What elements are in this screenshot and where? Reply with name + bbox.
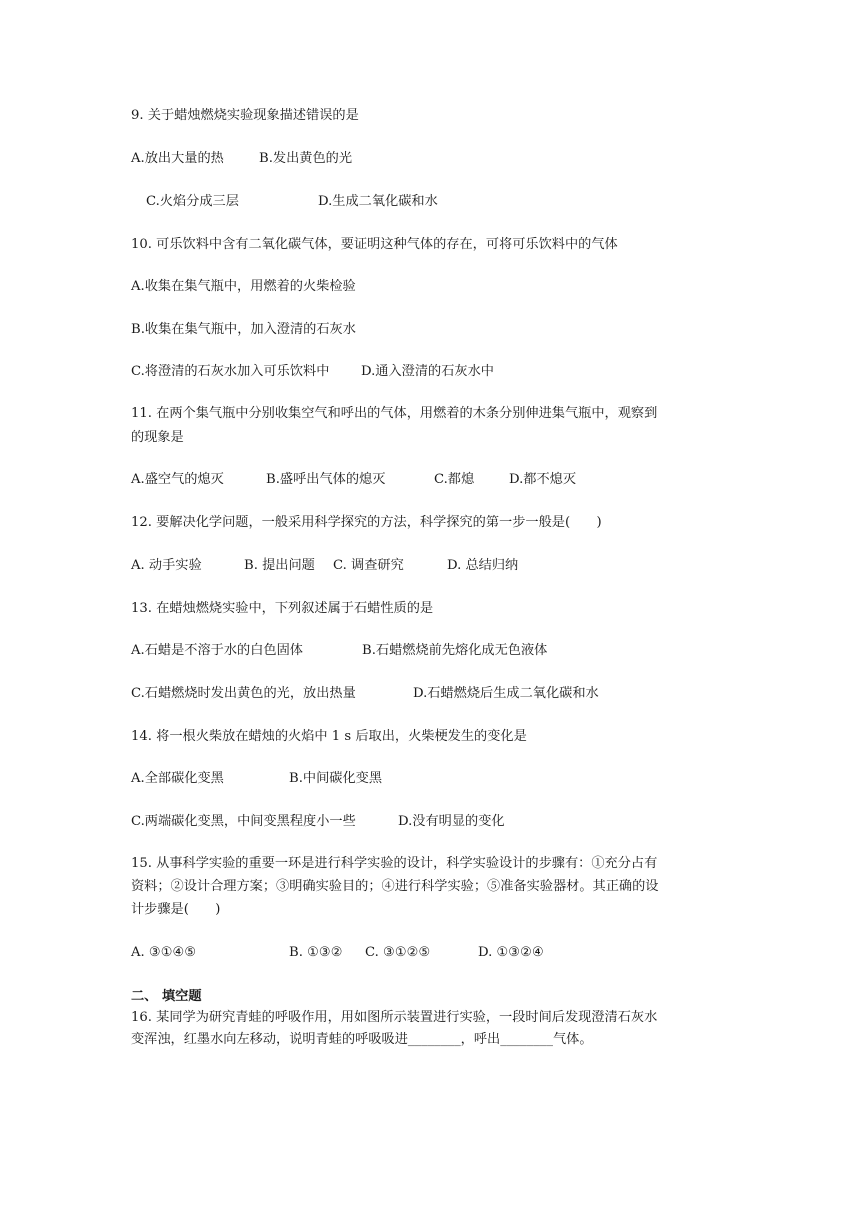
question-14-stem: 14. 将一根火柴放在蜡烛的火焰中 1 s 后取出，火柴梗发生的变化是 xyxy=(131,729,527,744)
question-10-option-a: A.收集在集气瓶中，用燃着的火柴检验 xyxy=(131,279,356,294)
question-12-stem: 12. 要解决化学问题，一般采用科学探究的方法，科学探究的第一步一般是( ) xyxy=(131,515,602,530)
question-13-option-d: D.石蜡燃烧后生成二氧化碳和水 xyxy=(413,686,599,701)
question-15-stem-line-3: 计步骤是( ) xyxy=(131,902,221,917)
question-11-stem-line-2: 的现象是 xyxy=(131,430,184,445)
question-15-option-a: A. ③①④⑤ xyxy=(131,945,197,960)
question-12-option-b: B. 提出问题 xyxy=(244,558,315,573)
question-11-option-a: A.盛空气的熄灭 xyxy=(131,472,224,487)
question-9-option-b: B.发出黄色的光 xyxy=(259,151,353,166)
question-15-option-c: C. ③①②⑤ xyxy=(365,945,431,960)
question-15-stem-line-1: 15. 从事科学实验的重要一环是进行科学实验的设计，科学实验设计的步骤有：①充分占有 xyxy=(131,856,658,871)
question-13-option-c: C.石蜡燃烧时发出黄色的光，放出热量 xyxy=(131,686,356,701)
question-9-option-a: A.放出大量的热 xyxy=(131,151,224,166)
question-15-option-b: B. ①③② xyxy=(289,945,343,960)
question-10-option-d: D.通入澄清的石灰水中 xyxy=(361,364,494,379)
question-16-stem-line-1: 16. 某同学为研究青蛙的呼吸作用，用如图所示装置进行实验，一段时间后发现澄清石灰水 xyxy=(131,1010,658,1025)
question-14-option-d: D.没有明显的变化 xyxy=(398,814,505,829)
section-heading: 二、 填空题 xyxy=(131,989,202,1004)
question-10-stem: 10. 可乐饮料中含有二氧化碳气体，要证明这种气体的存在，可将可乐饮料中的气体 xyxy=(131,237,618,252)
question-10-option-b: B.收集在集气瓶中，加入澄清的石灰水 xyxy=(131,322,356,337)
question-14-option-b: B.中间碳化变黑 xyxy=(289,771,383,786)
question-14-option-a: A.全部碳化变黑 xyxy=(131,771,224,786)
question-13-option-a: A.石蜡是不溶于水的白色固体 xyxy=(131,643,303,658)
question-11-stem-line-1: 11. 在两个集气瓶中分别收集空气和呼出的气体，用燃着的木条分别伸进集气瓶中，观察到 xyxy=(131,406,658,421)
question-11-option-b: B.盛呼出气体的熄灭 xyxy=(266,472,386,487)
question-12-option-a: A. 动手实验 xyxy=(131,558,202,573)
question-14-option-c: C.两端碳化变黑，中间变黑程度小一些 xyxy=(131,814,356,829)
question-15-stem-line-2: 资料；②设计合理方案；③明确实验目的；④进行科学实验；⑤准备实验器材。其正确的设 xyxy=(131,879,659,894)
question-15-option-d: D. ①③②④ xyxy=(478,945,544,960)
question-11-option-c: C.都熄 xyxy=(434,472,475,487)
question-10-option-c: C.将澄清的石灰水加入可乐饮料中 xyxy=(131,364,330,379)
question-9-option-d: D.生成二氧化碳和水 xyxy=(318,194,438,209)
question-13-option-b: B.石蜡燃烧前先熔化成无色液体 xyxy=(362,643,548,658)
question-12-option-c: C. 调查研究 xyxy=(333,558,404,573)
question-9-option-c: C.火焰分成三层 xyxy=(146,194,239,209)
question-9-stem: 9. 关于蜡烛燃烧实验现象描述错误的是 xyxy=(131,108,359,123)
question-16-stem-line-2: 变浑浊，红墨水向左移动，说明青蛙的呼吸吸进________，呼出________气体。 xyxy=(131,1032,593,1047)
question-11-option-d: D.都不熄灭 xyxy=(509,472,577,487)
question-13-stem: 13. 在蜡烛燃烧实验中，下列叙述属于石蜡性质的是 xyxy=(131,601,434,616)
question-12-option-d: D. 总结归纳 xyxy=(447,558,519,573)
